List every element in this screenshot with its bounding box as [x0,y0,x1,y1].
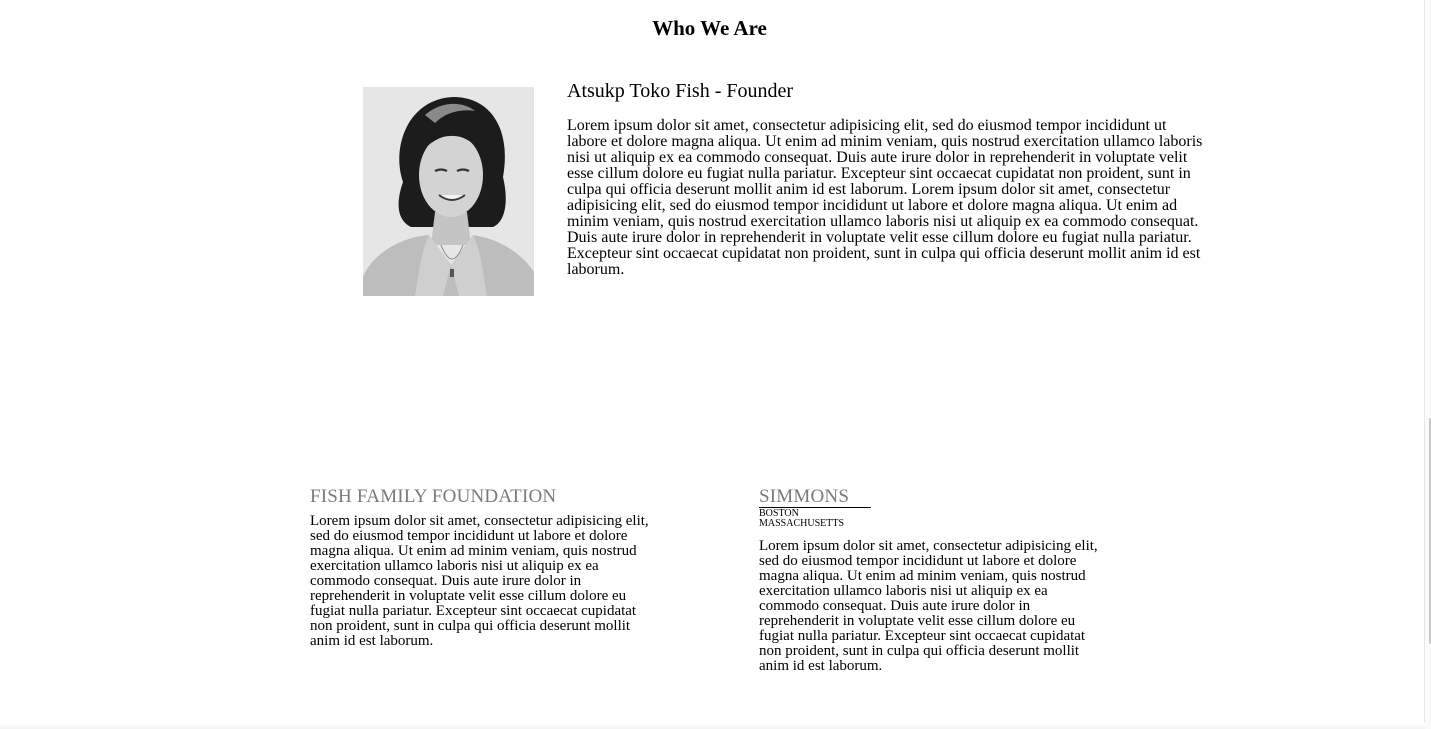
founder-photo [363,87,534,296]
founder-name-heading: Atsukp Toko Fish - Founder [567,80,794,102]
page-bottom-edge [0,723,1425,729]
foundation-logo: FISH FAMILY FOUNDATION [310,486,557,507]
simmons-logo-name: SIMMONS [759,486,871,508]
foundation-description: Lorem ipsum dolor sit amet, consectetur adipisicing elit, sed do eiusmod tempor incididunt ut labore et dolore magna aliqua. Ut enim ad minim veniam, quis nostrud exercitation ullamco laboris nisi ut aliquip ex ea commodo consequat. Duis aute irure dolor in reprehenderit in voluptate velit esse cillum dolore eu fugiat nulla pariatur. Excepteur sint occaecat cupidatat non proident, sunt in culpa qui officia deserunt mollit anim id est laborum. [310,513,649,649]
page-title: Who We Are [652,16,767,40]
vertical-scrollbar[interactable] [1424,0,1431,729]
founder-portrait-image [363,87,534,296]
simmons-logo [759,486,871,529]
founder-bio-text: Lorem ipsum dolor sit amet, consectetur adipisicing elit, sed do eiusmod tempor incididunt ut labore et dolore magna aliqua. Ut enim ad minim veniam, quis nostrud exercitation ullamco laboris nisi ut aliquip ex ea commodo consequat. Duis aute irure dolor in reprehenderit in voluptate velit esse cillum dolore eu fugiat nulla pariatur. Excepteur sint occaecat cupidatat non proident, sunt in culpa qui officia deserunt mollit anim id est laborum. Lorem ipsum dolor sit amet, consectetur adipisicing elit, sed do eiusmod tempor incididunt ut labore et dolore magna aliqua. Ut enim ad minim veniam, quis nostrud exercitation ullamco laboris nisi ut aliquip ex ea commodo consequat. Duis aute irure dolor in reprehenderit in voluptate velit esse cillum dolore eu fugiat nulla pariatur. Excepteur sint occaecat cupidatat non proident, sunt in culpa qui officia deserunt mollit anim id est laborum. [567,117,1203,278]
simmons-description: Lorem ipsum dolor sit amet, consectetur adipisicing elit, sed do eiusmod tempor incididunt ut labore et dolore magna aliqua. Ut enim ad minim veniam, quis nostrud exercitation ullamco laboris nisi ut aliquip ex ea commodo consequat. Duis aute irure dolor in reprehenderit in voluptate velit esse cillum dolore eu fugiat nulla pariatur. Excepteur sint occaecat cupidatat non proident, sunt in culpa qui officia deserunt mollit anim id est laborum. [759,538,1098,674]
simmons-logo-city: BOSTON [759,508,799,519]
simmons-logo-state: MASSACHUSETTS [759,518,845,529]
